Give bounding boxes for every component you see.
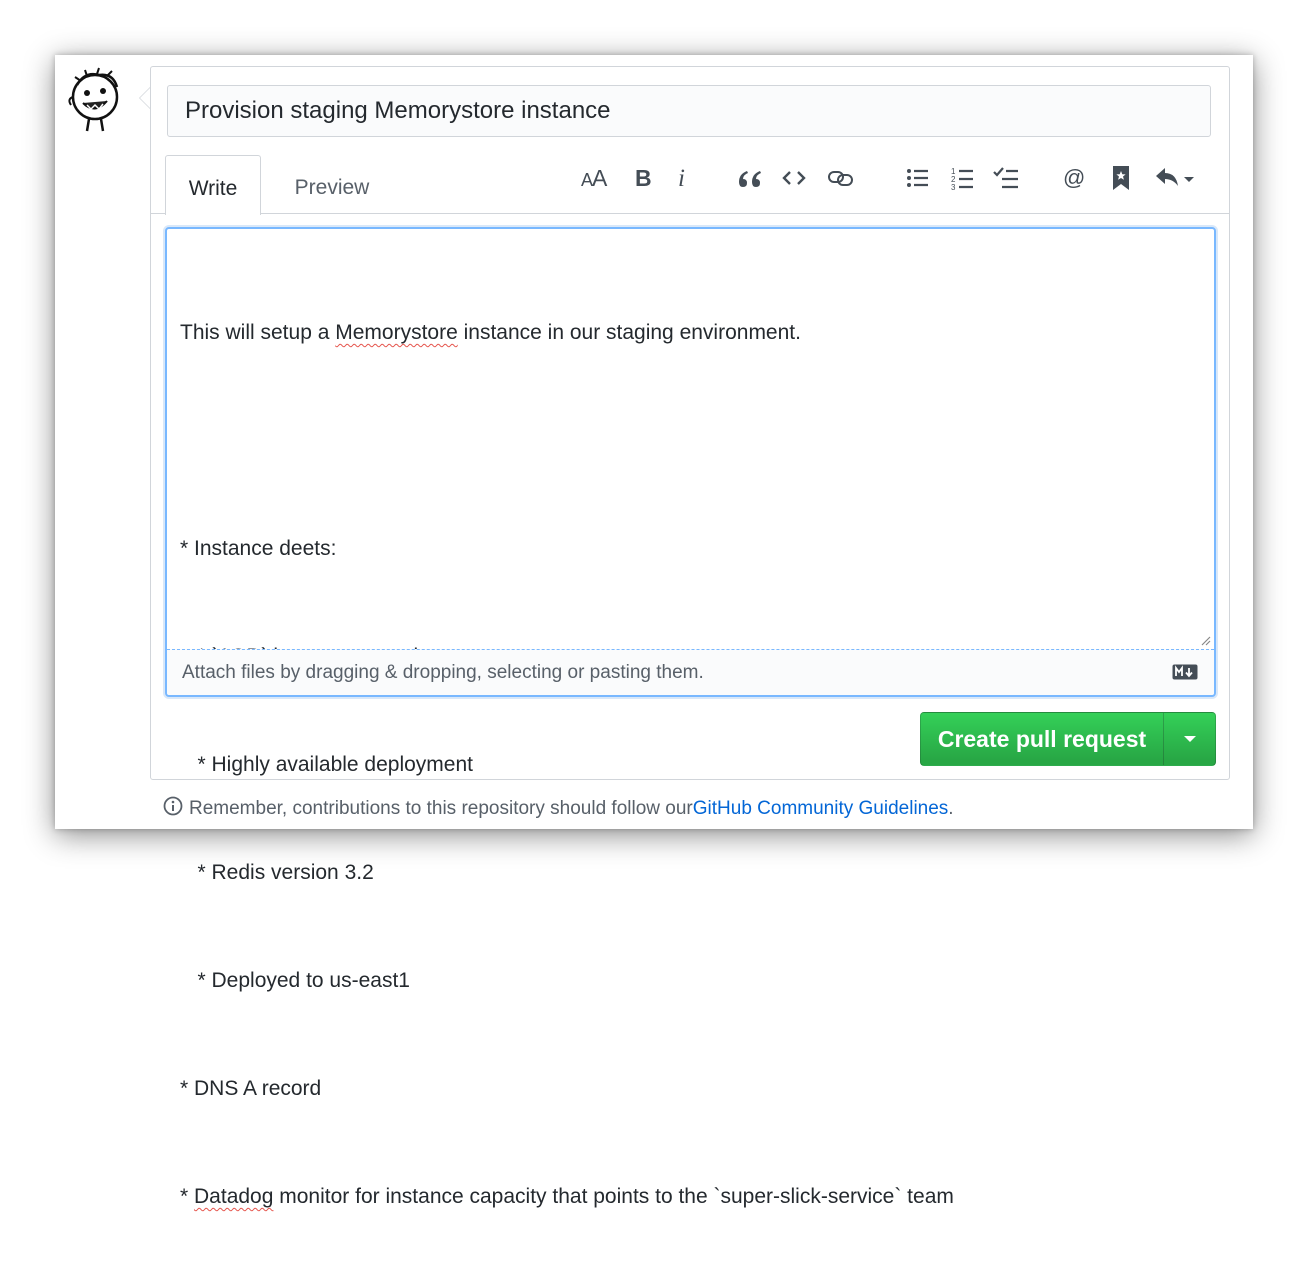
- reply-icon[interactable]: [1151, 161, 1201, 195]
- community-guidelines-link[interactable]: GitHub Community Guidelines: [692, 798, 949, 819]
- body-line: * Instance deets:: [180, 537, 337, 560]
- tab-preview[interactable]: Preview: [294, 176, 370, 199]
- file-attach-zone[interactable]: [167, 649, 1214, 695]
- body-line: * Deployed to us-east1: [180, 969, 410, 992]
- svg-text:B: B: [635, 165, 652, 191]
- italic-icon[interactable]: [666, 161, 700, 195]
- body-text: *: [180, 1185, 195, 1208]
- body-text: instance in our staging environment.: [457, 321, 801, 344]
- code-icon[interactable]: [777, 161, 811, 195]
- create-pr-dropdown-button[interactable]: [1164, 713, 1216, 765]
- info-icon: [163, 796, 183, 822]
- body-line: [180, 1179, 1201, 1215]
- avatar[interactable]: [65, 67, 129, 133]
- markdown-icon[interactable]: [1172, 664, 1198, 680]
- pr-title-input[interactable]: [167, 85, 1211, 137]
- quote-icon[interactable]: [732, 161, 766, 195]
- list-ordered-icon[interactable]: [946, 161, 980, 195]
- mention-icon[interactable]: [1058, 161, 1092, 195]
- attach-files-text: Attach files by dragging & dropping, selecting or pasting them.: [182, 662, 704, 683]
- body-line: [180, 315, 1201, 351]
- bookmark-icon[interactable]: [1104, 161, 1138, 195]
- contribution-guidelines-note: [163, 796, 954, 822]
- guidelines-period: .: [948, 798, 954, 819]
- spellcheck-word: Datadog: [194, 1185, 274, 1208]
- svg-text:1: 1: [951, 167, 956, 176]
- svg-text:2: 2: [951, 175, 956, 184]
- svg-text:i: i: [678, 165, 685, 192]
- body-text: monitor for instance capacity that points to the `super-slick-service` team: [273, 1185, 954, 1208]
- text-size-icon[interactable]: [579, 161, 613, 195]
- comment-box-pointer: [139, 87, 150, 109]
- pr-form-window: [55, 55, 1253, 1208]
- svg-text:A: A: [581, 170, 594, 190]
- body-text: This will setup a: [180, 321, 336, 344]
- guidelines-text: Remember, contributions to this repository should follow our: [189, 798, 693, 819]
- create-pull-request-button[interactable]: Create pull request: [937, 726, 1147, 752]
- spellcheck-word: Memorystore: [335, 321, 458, 344]
- svg-text:3: 3: [951, 183, 956, 192]
- body-line: * Highly available deployment: [180, 753, 473, 776]
- tasklist-icon[interactable]: [989, 161, 1023, 195]
- body-line: * DNS A record: [180, 1077, 322, 1100]
- resize-handle[interactable]: [1199, 633, 1211, 645]
- body-line: [180, 423, 1201, 459]
- tab-write[interactable]: Write: [165, 155, 261, 215]
- body-line: * Redis version 3.2: [180, 861, 374, 884]
- create-pr-button-group: [920, 712, 1216, 766]
- tabs-divider: [151, 213, 1229, 214]
- link-icon[interactable]: [824, 161, 858, 195]
- caret-down-icon: [1183, 735, 1197, 743]
- svg-text:A: A: [592, 165, 608, 191]
- list-unordered-icon[interactable]: [901, 161, 935, 195]
- bold-icon[interactable]: [626, 161, 660, 195]
- svg-text:@: @: [1063, 165, 1086, 190]
